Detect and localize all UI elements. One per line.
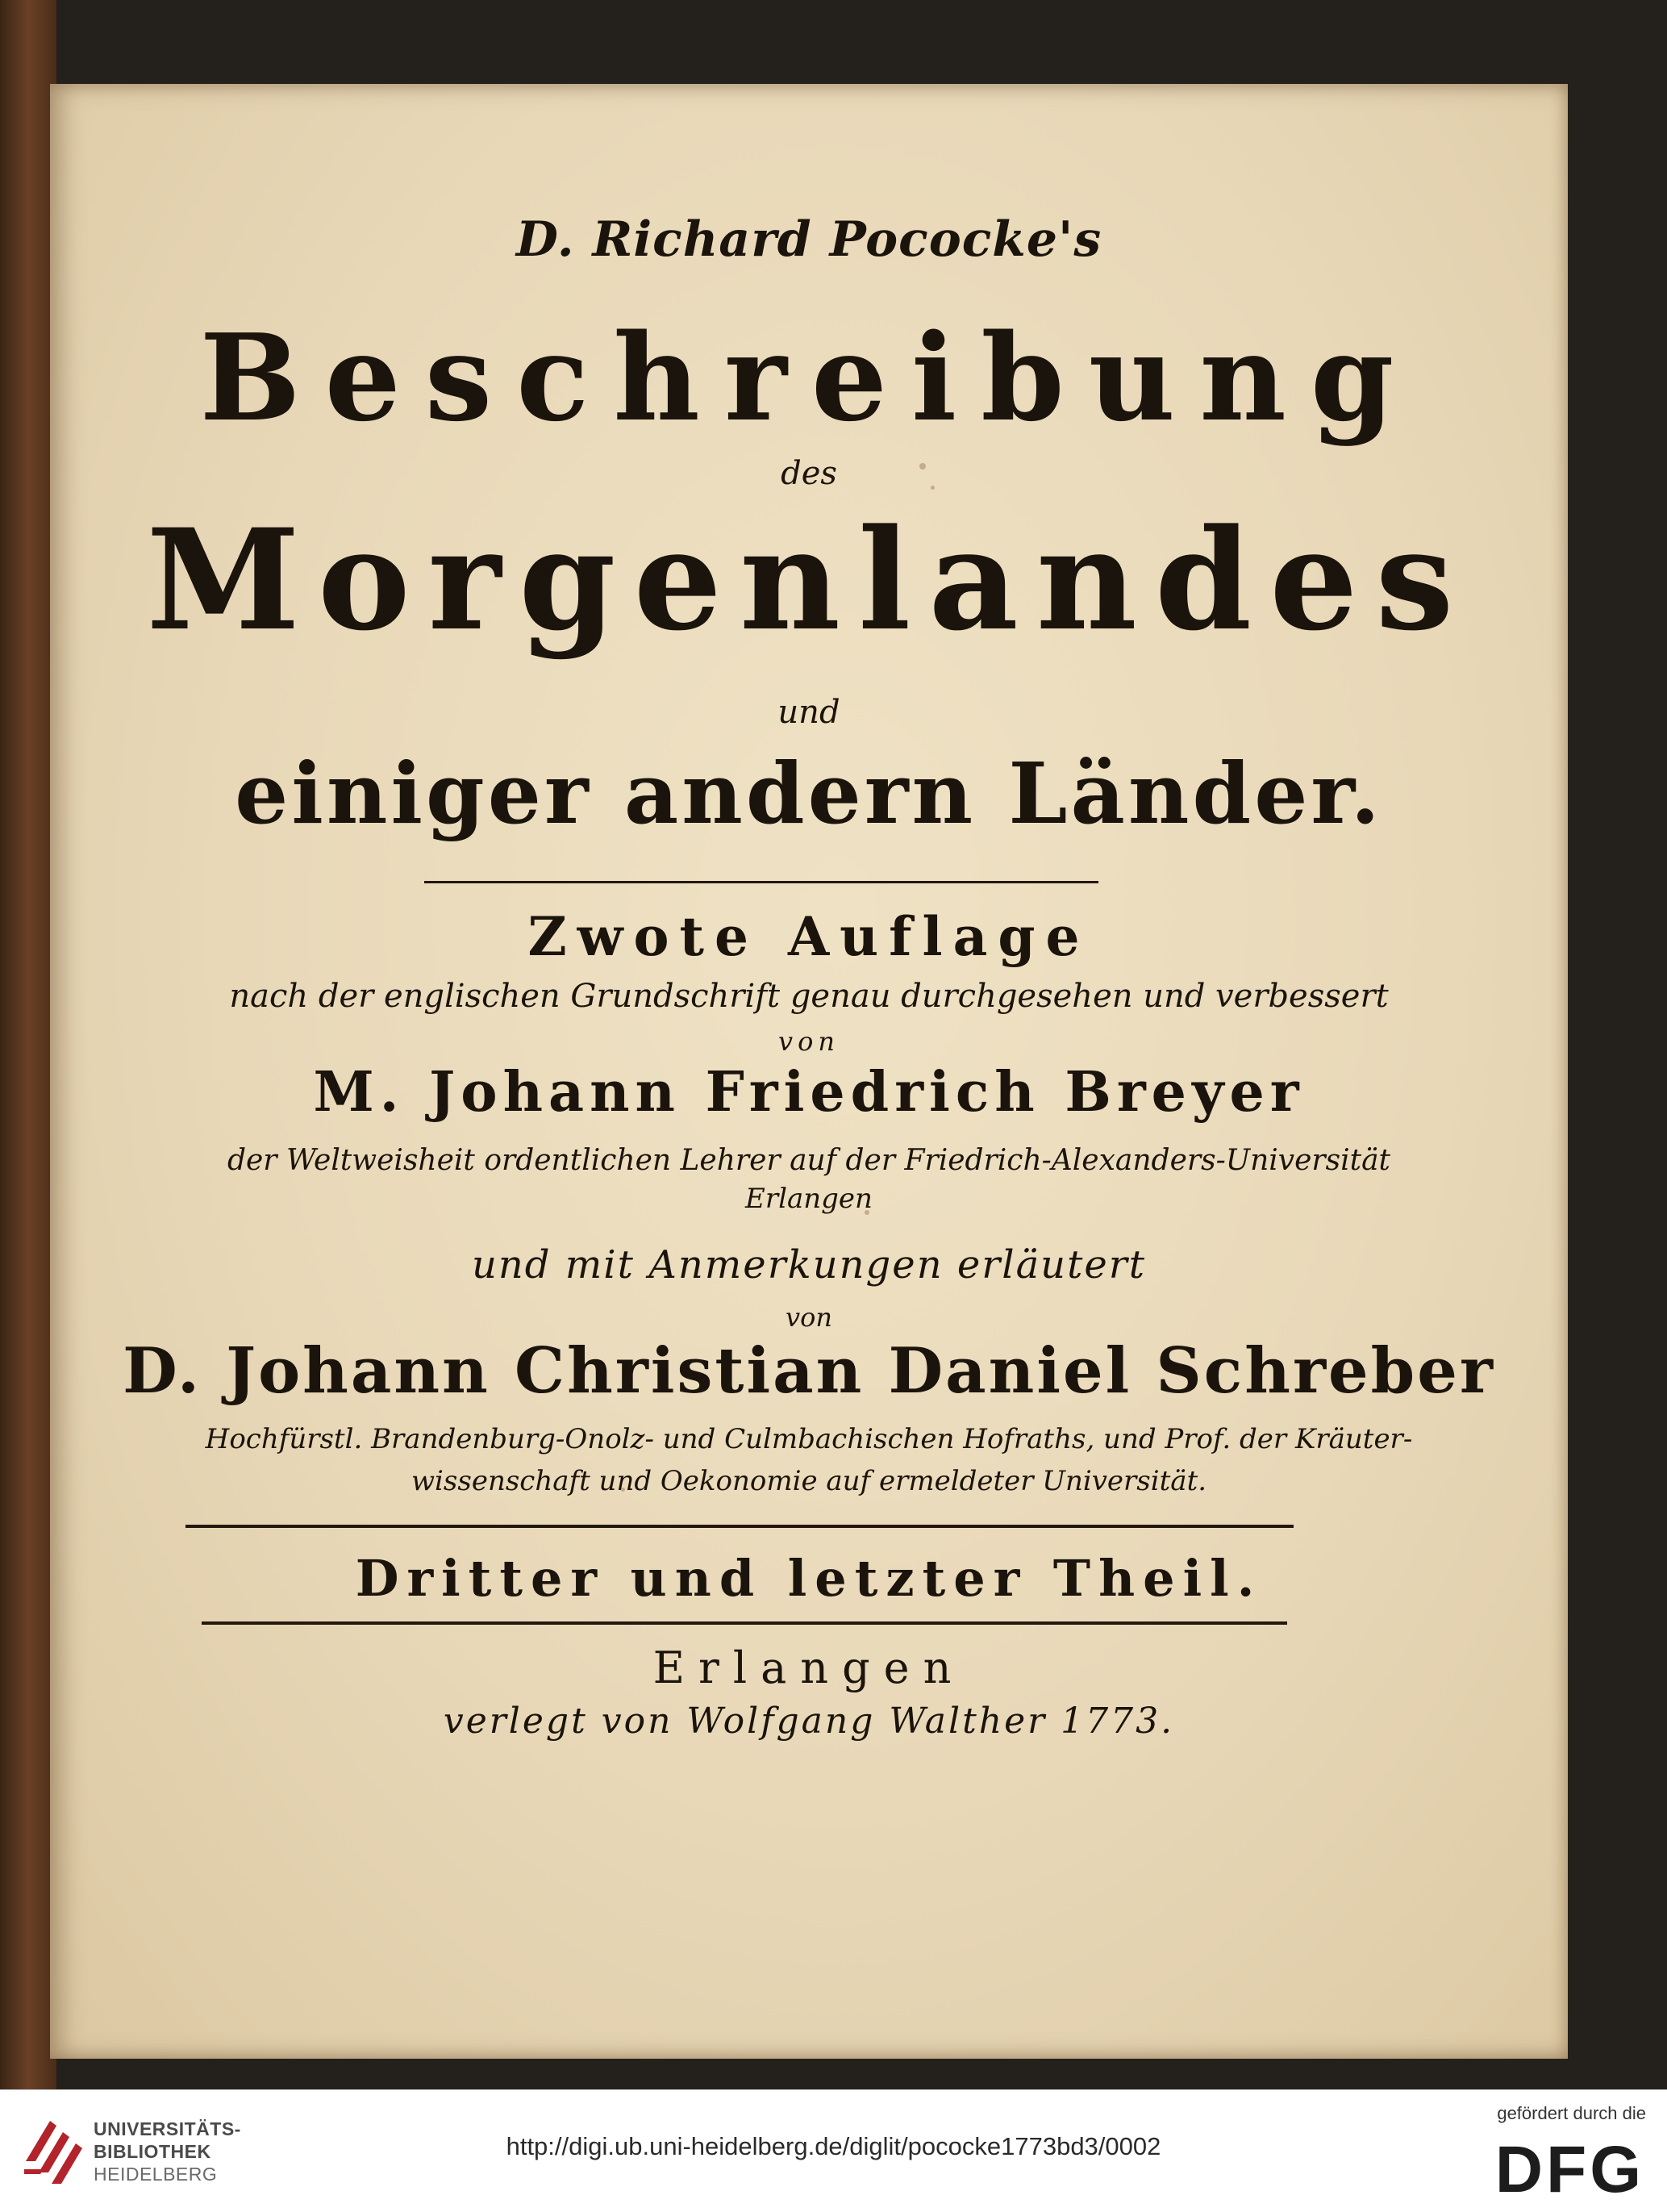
main-title-morgenlandes: Morgenlandes bbox=[146, 498, 1472, 662]
annotator-title-line1: Hochfürstl. Brandenburg-Onolz- und Culmbachischen Hofraths, und Prof. der Kräuter- bbox=[205, 1423, 1413, 1455]
author-line: D. Richard Pococke's bbox=[515, 211, 1102, 268]
von-label: von bbox=[778, 1026, 840, 1057]
editor-title-line1: der Weltweisheit ordentlichen Lehrer auf der Friedrich-Alexanders-Universität bbox=[227, 1144, 1391, 1177]
annotator-name: D. Johann Christian Daniel Schreber bbox=[123, 1334, 1495, 1408]
annotator-title-line2: wissenschaft und Oekonomie auf ermeldeter Universität. bbox=[410, 1465, 1207, 1497]
editor-name: M. Johann Friedrich Breyer bbox=[313, 1060, 1305, 1125]
book-spine bbox=[0, 0, 56, 2089]
dfg-logo: DFG bbox=[1494, 2133, 1644, 2206]
subtitle-lander: einiger andern Länder. bbox=[235, 744, 1383, 843]
library-name-line1: UNIVERSITÄTS- bbox=[94, 2118, 241, 2139]
annotations-line: und mit Anmerkungen erläutert bbox=[471, 1242, 1147, 1288]
von-label-2: von bbox=[786, 1302, 832, 1333]
publisher-line: verlegt von Wolfgang Walther 1773. bbox=[443, 1701, 1175, 1742]
funding-note: gefördert durch die bbox=[1497, 2103, 1646, 2123]
divider-rule bbox=[424, 881, 1098, 883]
permalink-url[interactable]: http://digi.ub.uni-heidelberg.de/diglit/pococke1773bd3/0002 bbox=[506, 2132, 1161, 2160]
library-name-line3: HEIDELBERG bbox=[94, 2164, 218, 2185]
volume-heading: Dritter und letzter Theil. bbox=[355, 1549, 1263, 1608]
library-name-line2: BIBLIOTHEK bbox=[94, 2141, 211, 2162]
edition-description: nach der englischen Grundschrift genau durchgesehen und verbessert bbox=[229, 978, 1389, 1015]
editor-title-line2: Erlangen bbox=[745, 1183, 873, 1215]
divider-rule-upper bbox=[185, 1525, 1294, 1528]
main-title-beschreibung: Beschreibung bbox=[199, 307, 1419, 448]
title-connector-und: und bbox=[777, 694, 840, 731]
place-of-publication: Erlangen bbox=[652, 1642, 965, 1693]
divider-rule-lower bbox=[202, 1621, 1287, 1625]
title-connector-des: des bbox=[781, 455, 837, 492]
viewer-footer bbox=[0, 2089, 1667, 2212]
title-page bbox=[50, 84, 1568, 2059]
edition-heading: Zwote Auflage bbox=[527, 905, 1090, 968]
